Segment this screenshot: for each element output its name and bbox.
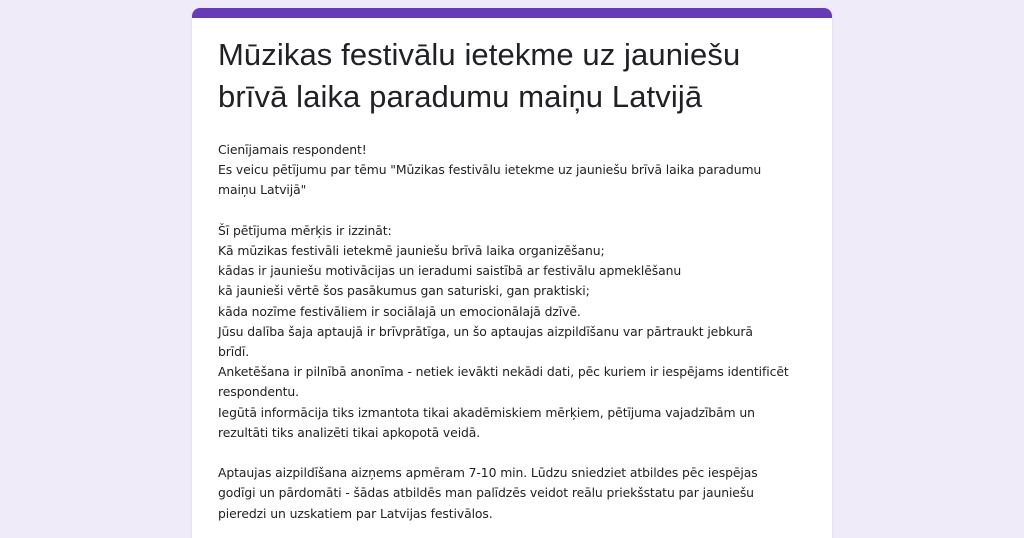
description-line: Aptaujas aizpildīšana aizņems apmēram 7-10 min. Lūdzu sniedziet atbildes pēc iespējas [218, 465, 758, 481]
description-line: kā jaunieši vērtē šos pasākumus gan saturiski, gan praktiski; [218, 283, 590, 299]
description-line [218, 443, 798, 463]
description-line [218, 201, 798, 221]
description-line: Cienījamais respondent! [218, 142, 367, 157]
description-line: kādas ir jauniešu motivācijas un ieradumi saistībā ar festivālu apmeklēšanu [218, 263, 682, 279]
description-line: Es veicu pētījumu par tēmu "Mūzikas festivālu ietekme uz jauniešu brīvā laika paradumu [218, 162, 762, 178]
card-body [218, 34, 798, 524]
description-line: godīgi un pārdomāti - šādas atbildēs man palīdzēs veidot reālu priekšstatu par jauniešu [218, 485, 754, 501]
form-title-line: brīvā laika paradumu maiņu Latvijā [218, 79, 703, 114]
description-line: Iegūtā informācija tiks izmantota tikai akadēmiskiem mērķiem, pētījuma vajadzībām un [218, 404, 755, 420]
description-line: maiņu Latvijā" [218, 182, 307, 198]
description-line: kāda nozīme festivāliem ir sociālajā un emocionālajā dzīvē. [218, 303, 581, 319]
description-line: pieredzi un uzskatiem par Latvijas festivālos. [218, 505, 493, 521]
description-line: Anketēšana ir pilnībā anonīma - netiek ievākti nekādi dati, pēc kuriem ir iespējams identificēt [218, 364, 789, 380]
card-accent-bar [192, 8, 832, 18]
description-line: Jūsu dalība šaja aptaujā ir brīvprātīga, un šo aptaujas aizpildīšanu var pārtraukt jebkurā [218, 323, 753, 339]
form-description [218, 140, 798, 524]
description-line: Šī pētījuma mērķis ir izzināt: [218, 222, 392, 238]
form-title-line: Mūzikas festivālu ietekme uz jauniešu [218, 37, 741, 72]
description-line: rezultāti tiks analizēti tikai apkopotā veidā. [218, 424, 481, 440]
description-line: respondentu. [218, 384, 299, 400]
form-title [218, 34, 798, 118]
description-line: brīdī. [218, 344, 250, 360]
form-header-card [192, 8, 832, 538]
description-line: Kā mūzikas festivāli ietekmē jauniešu brīvā laika organizēšanu; [218, 243, 605, 258]
